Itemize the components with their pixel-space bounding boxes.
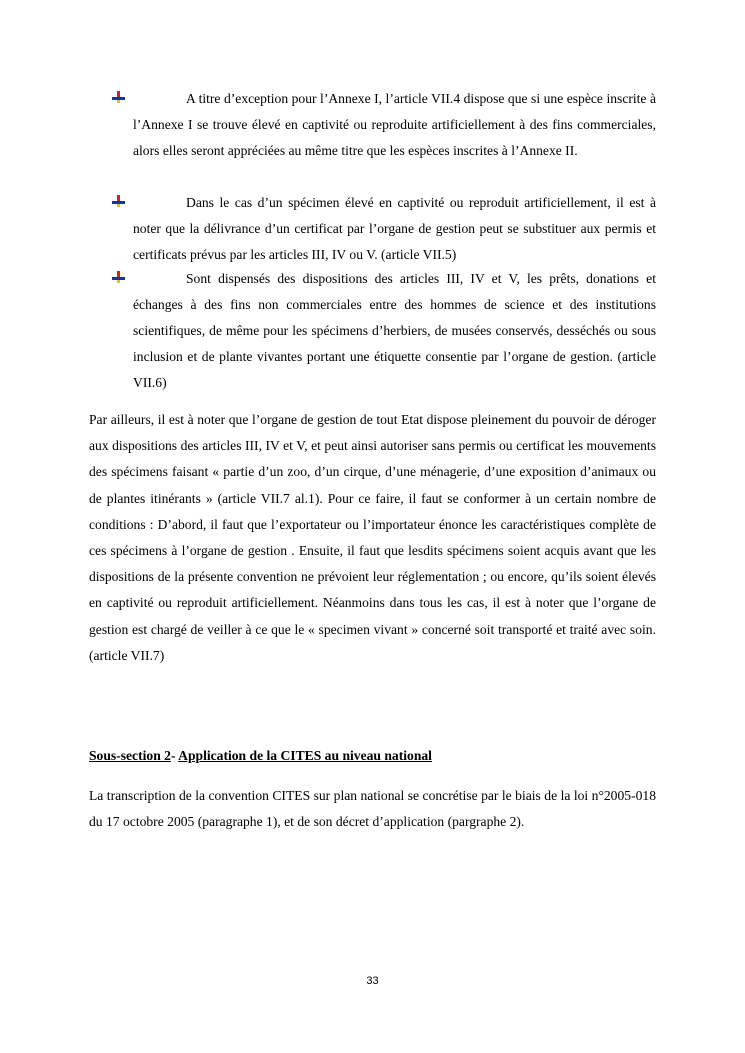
section-separator: - (170, 748, 179, 763)
paragraph-derogation: Par ailleurs, il est à noter que l’organe de gestion de tout Etat dispose pleinement du pouvoir de déroger aux dispositions des articles III, IV et V, et peut ainsi autoriser sans permis ou certificat les mouvements des spécimens faisant « partie d’un zoo, d’un cirque, d’une ménagerie, d’une exposition d’animaux ou de plantes itinérants » (article VII.7 al.1). Pour ce faire, il faut se conformer à un certain nombre de conditions : D’abord, il faut que l’exportateur ou l’importateur énonce les caractéristiques complète de ces spécimens à l’organe de gestion . Ensuite, il faut que lesdits spécimens soient acquis avant que les dispositions de la présente convention ne prévoient leur réglementation ; ou encore, qu’ils soient élevés en captivité ou reproduit artificiellement. Néanmoins dans tous les cas, il est à noter que l’organe de gestion est chargé de veiller à ce que le « specimen vivant » concerné soit transporté et traité avec soin. (article VII.7) (89, 412, 656, 663)
bullet-item-dispenses (133, 266, 656, 396)
bullet-item-certificat-substitution (133, 190, 656, 268)
plus-bullet-icon (112, 91, 126, 105)
bullet-item-annexe-i-exception (133, 86, 656, 164)
section-label: Sous-section 2 (89, 748, 171, 763)
section-heading (89, 743, 432, 769)
bullet-text: Sont dispensés des dispositions des articles III, IV et V, les prêts, donations et échanges à des fins non commerciales entre des hommes de science et des institutions scientifiques, de même pour les spécimens d’herbiers, de musées conservés, desséchés ou sous inclusion et de plante vivantes portant une étiquette consentie par l’organe de gestion. (article VII.6) (133, 271, 656, 391)
bullet-text: Dans le cas d’un spécimen élevé en captivité ou reproduit artificiellement, il est à noter que la délivrance d’un certificat par l’organe de gestion peut se substituer aux permis et certificats prévus par les articles III, IV ou V. (article VII.5) (133, 195, 656, 263)
plus-bullet-icon (112, 195, 126, 209)
plus-bullet-icon (112, 271, 126, 285)
section-title: Application de la CITES au niveau national (178, 748, 432, 763)
bullet-text: A titre d’exception pour l’Annexe I, l’article VII.4 dispose que si une espèce inscrite à l’Annexe I se trouve élevé en captivité ou reproduite artificiellement à des fins commerciales, alors elles seront appréciées au même titre que les espèces inscrites à l’Annexe II. (133, 91, 656, 159)
page-number: 33 (366, 975, 379, 987)
paragraph-transcription: La transcription de la convention CITES sur plan national se concrétise par le biais de la loi n°2005-018 du 17 octobre 2005 (paragraphe 1), et de son décret d’application (pargraphe 2). (89, 788, 656, 830)
